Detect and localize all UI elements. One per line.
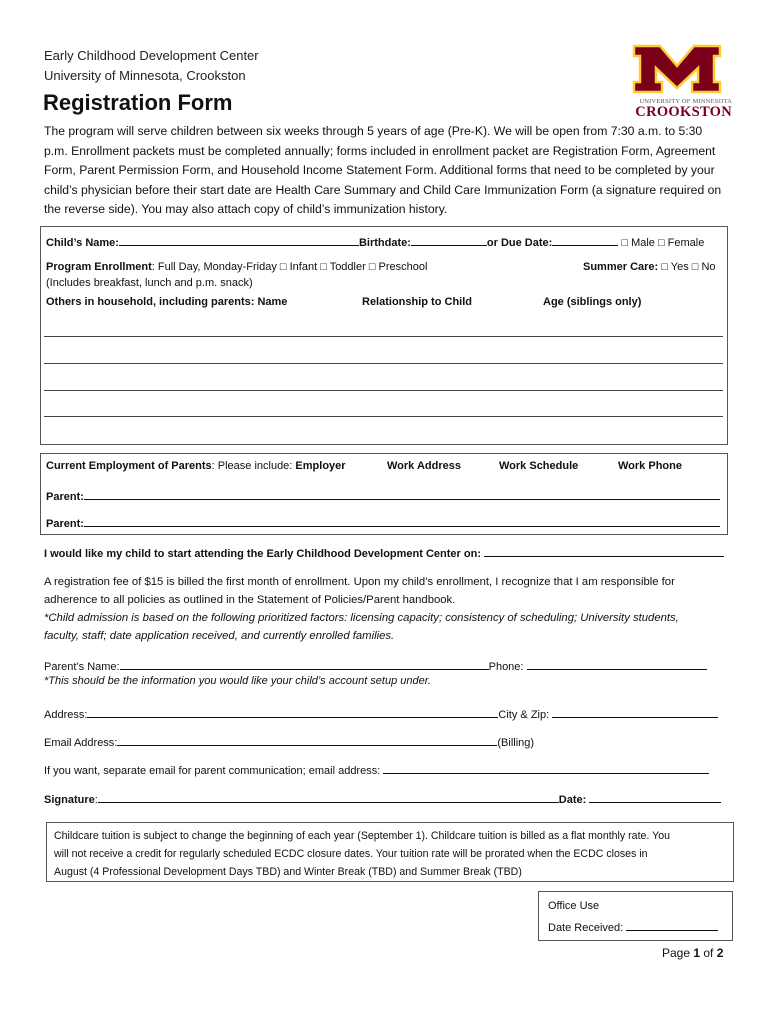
parent1-field[interactable] xyxy=(84,487,720,500)
org-name: Early Childhood Development Center xyxy=(44,48,259,63)
due-date-label: or Due Date: xyxy=(486,237,553,249)
signature-label: Signature xyxy=(44,794,95,806)
work-schedule-text: Work Schedule xyxy=(499,460,579,472)
household-label-text: Others in household, including parents: Name xyxy=(46,296,288,308)
work-address-label xyxy=(387,460,461,472)
separate-email-field[interactable] xyxy=(383,761,709,774)
parents-name-row xyxy=(44,657,707,673)
fee-line-1: A registration fee of $15 is billed the first month of enrollment. Upon my child’s enrollment, I recognize that I am responsible for xyxy=(44,576,675,588)
date-label: Date: xyxy=(558,794,587,806)
date-field[interactable] xyxy=(589,790,721,803)
female-checkbox[interactable]: □ Female xyxy=(657,237,705,249)
fee-line-2: adherence to all policies as outlined in the Statement of Policies/Parent handbook. xyxy=(44,594,456,606)
parents-name-label: Parent’s Name: xyxy=(44,661,120,673)
university-logo xyxy=(626,44,732,119)
parent1-label: Parent: xyxy=(46,491,84,503)
household-line-2[interactable] xyxy=(44,363,723,364)
child-name-label: Child’s Name: xyxy=(46,237,119,249)
email-field[interactable] xyxy=(117,733,497,746)
office-use-title: Office Use xyxy=(548,900,600,912)
address-field[interactable] xyxy=(87,705,498,718)
signature-field[interactable] xyxy=(98,790,559,803)
logo-crookston-text: CROOKSTON xyxy=(635,104,732,120)
parents-name-field[interactable] xyxy=(120,657,489,670)
page-title: Registration Form xyxy=(43,90,233,115)
org-campus: University of Minnesota, Crookston xyxy=(44,68,246,83)
child-name-row xyxy=(46,233,704,249)
page-current: 1 xyxy=(693,946,701,960)
start-date-field[interactable] xyxy=(484,544,724,557)
logo-university-text: UNIVERSITY OF MINNESOTA xyxy=(639,98,732,105)
city-zip-field[interactable] xyxy=(552,705,718,718)
child-name-field[interactable] xyxy=(119,233,359,246)
employment-header xyxy=(46,460,346,472)
city-zip-label: City & Zip: xyxy=(498,709,550,721)
date-received-label: Date Received: xyxy=(548,922,624,934)
separate-email-row xyxy=(44,761,709,777)
address-label: Address: xyxy=(44,709,88,721)
program-note: (Includes breakfast, lunch and p.m. snack) xyxy=(46,277,253,289)
fee-paragraph xyxy=(44,573,734,645)
signature-row xyxy=(44,790,721,806)
admission-line-1: *Child admission is based on the following prioritized factors: licensing capacity; consistency of scheduling; University students, xyxy=(44,612,679,624)
parent2-field[interactable] xyxy=(84,514,720,527)
parent2-row xyxy=(46,514,720,530)
work-schedule-label xyxy=(499,460,578,472)
age-label xyxy=(543,296,641,308)
tuition-box xyxy=(46,822,734,882)
male-checkbox[interactable]: □ Male xyxy=(621,237,655,249)
tuition-line-2: will not receive a credit for regularly scheduled ECDC closure dates. Your tuition rate will be prorated when the ECDC closes in xyxy=(54,848,648,860)
admission-line-2: faculty, staff; date application received, and currently enrolled families. xyxy=(44,630,395,642)
start-date-label: I would like my child to start attending the Early Childhood Development Center on: xyxy=(44,548,481,560)
program-options[interactable]: : Full Day, Monday-Friday □ Infant □ Toddler □ Preschool xyxy=(151,261,428,273)
date-received-row xyxy=(548,918,718,934)
account-note: *This should be the information you would like your child’s account setup under. xyxy=(44,675,432,687)
phone-label: Phone: xyxy=(488,661,524,673)
email-row xyxy=(44,733,534,749)
tuition-line-1: Childcare tuition is subject to change the beginning of each year (September 1). Childcare tuition is billed as a flat monthly rate. You xyxy=(54,830,670,842)
employment-label: Current Employment of Parents xyxy=(46,460,212,472)
page-number xyxy=(662,946,723,960)
work-phone-label xyxy=(618,460,682,472)
page-of: of xyxy=(700,946,717,960)
relationship-label-text: Relationship to Child xyxy=(362,296,472,308)
household-line-4[interactable] xyxy=(44,416,723,417)
billing-label: (Billing) xyxy=(497,737,535,749)
employer-label: Employer xyxy=(295,460,346,472)
birthdate-label: Birthdate: xyxy=(358,237,411,249)
due-date-field[interactable] xyxy=(552,233,618,246)
office-use-box xyxy=(538,891,733,941)
parent2-label: Parent: xyxy=(46,518,84,530)
summer-care-options[interactable]: □ Yes □ No xyxy=(661,261,716,273)
email-label: Email Address: xyxy=(44,737,118,749)
address-row xyxy=(44,705,718,721)
age-label-text: Age (siblings only) xyxy=(543,296,642,308)
date-received-field[interactable] xyxy=(626,918,718,931)
intro-paragraph: The program will serve children between six weeks through 5 years of age (Pre-K). We will be open from 7:30 a.m. to 5:30 p.m. Enrollment packets must be completed annually; forms included in enrollment packet are Registration Form, Agreement Form, Parent Permission Form, and Household Income Statement Form. Additional forms that need to be completed by your child’s physician before their start date are Health Care Summary and Child Care Immunization Form (a signature required on the reverse side). You may also attach copy of child’s immunization history. xyxy=(44,124,722,217)
start-date-row xyxy=(44,544,724,560)
program-label: Program Enrollment xyxy=(46,261,152,273)
page-word: Page xyxy=(662,946,694,960)
birthdate-field[interactable] xyxy=(411,233,487,246)
relationship-label xyxy=(362,296,472,308)
tuition-line-3: August (4 Professional Development Days TBD) and Winter Break (TBD) and Summer Break (TBD) xyxy=(54,866,522,878)
parent1-row xyxy=(46,487,720,503)
summer-care-label: Summer Care: xyxy=(583,261,659,273)
separate-email-label: If you want, separate email for parent communication; email address: xyxy=(44,765,381,777)
household-line-1[interactable] xyxy=(44,336,723,337)
household-line-3[interactable] xyxy=(44,390,723,391)
page-total: 2 xyxy=(716,946,724,960)
work-phone-text: Work Phone xyxy=(618,460,682,472)
signature-colon: : xyxy=(94,794,98,806)
program-row xyxy=(46,261,427,273)
household-label xyxy=(46,296,287,308)
block-m-logo-icon xyxy=(632,44,722,94)
employment-please: : Please include: xyxy=(211,460,296,472)
summer-care-row xyxy=(583,261,716,273)
phone-field[interactable] xyxy=(527,657,707,670)
work-address-text: Work Address xyxy=(387,460,461,472)
